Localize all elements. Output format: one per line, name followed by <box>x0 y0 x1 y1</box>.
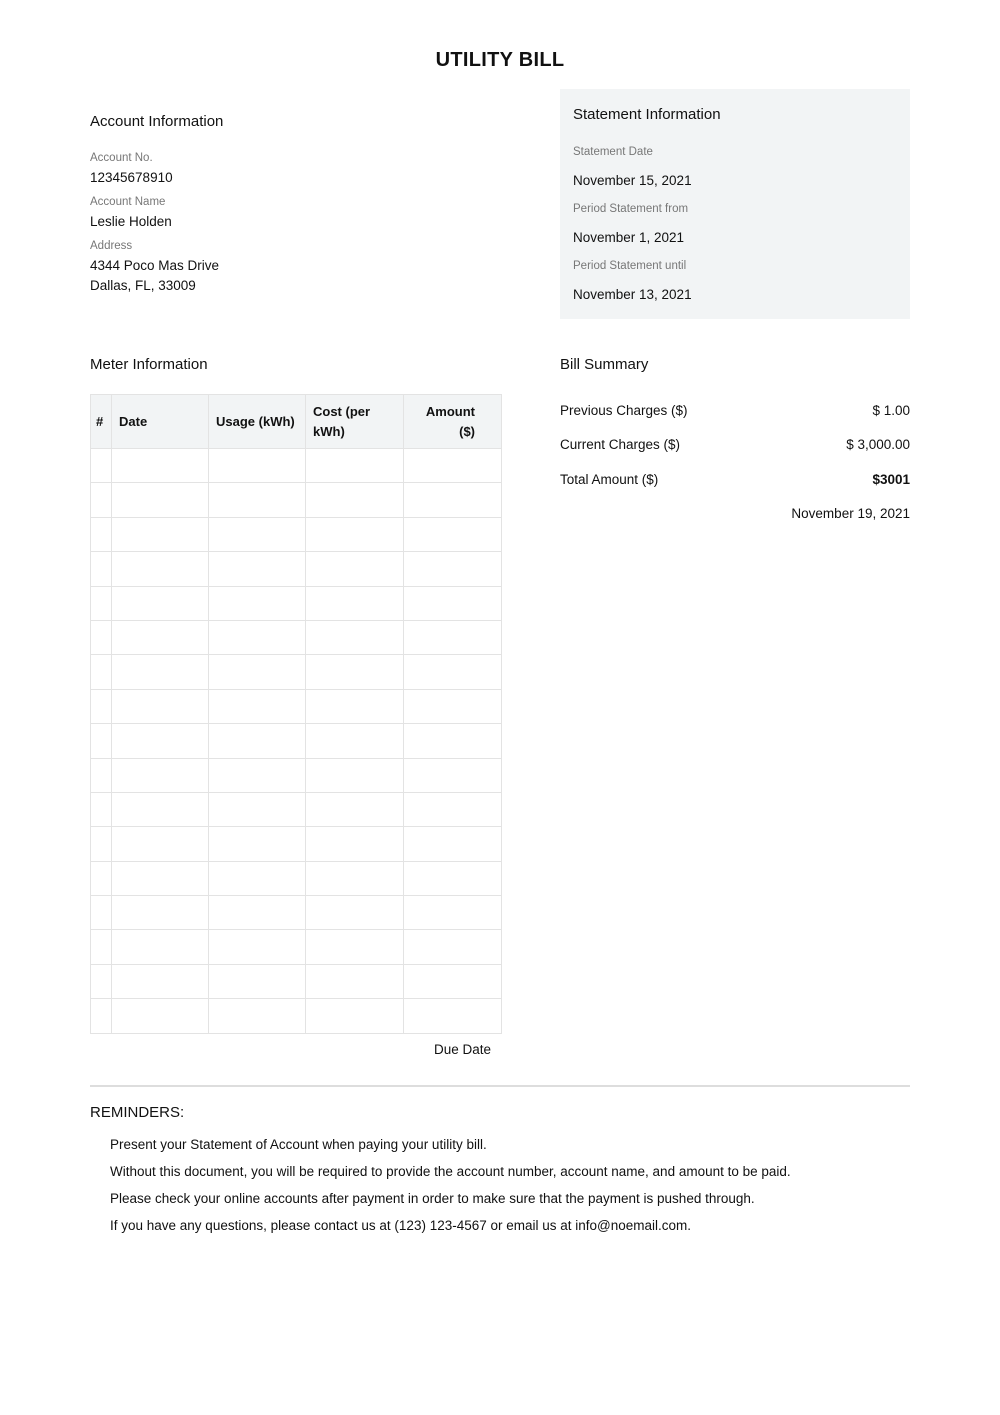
previous-charges-value: $ 1.00 <box>872 403 910 418</box>
table-cell <box>404 930 502 964</box>
statement-heading: Statement Information <box>573 106 721 123</box>
table-cell <box>404 999 502 1033</box>
table-cell <box>209 689 306 723</box>
statement-panel <box>560 89 910 319</box>
table-row <box>91 724 502 758</box>
table-row <box>91 483 502 517</box>
table-row <box>91 827 502 861</box>
table-row <box>91 620 502 654</box>
table-cell <box>209 999 306 1033</box>
table-cell <box>306 620 404 654</box>
table-cell <box>209 896 306 930</box>
table-row <box>91 449 502 483</box>
table-cell <box>306 930 404 964</box>
table-row <box>91 964 502 998</box>
table-cell <box>91 896 112 930</box>
table-cell <box>112 930 209 964</box>
table-cell <box>306 861 404 895</box>
table-cell <box>112 586 209 620</box>
table-cell <box>91 483 112 517</box>
table-cell <box>209 964 306 998</box>
divider <box>90 1085 910 1087</box>
current-charges-label: Current Charges ($) <box>560 437 681 452</box>
table-cell <box>404 827 502 861</box>
table-cell <box>404 896 502 930</box>
table-row <box>91 517 502 551</box>
period-from-label: Period Statement from <box>573 203 689 215</box>
table-cell <box>91 964 112 998</box>
account-no: 12345678910 <box>90 170 173 185</box>
col-number: # <box>91 395 112 449</box>
table-cell <box>306 964 404 998</box>
table-cell <box>91 552 112 586</box>
due-date-label: Due Date <box>434 1042 492 1057</box>
table-cell <box>112 999 209 1033</box>
table-cell <box>91 449 112 483</box>
table-cell <box>209 827 306 861</box>
table-cell <box>404 724 502 758</box>
table-row <box>91 586 502 620</box>
table-cell <box>404 517 502 551</box>
address-label: Address <box>90 240 133 252</box>
table-cell <box>91 861 112 895</box>
table-cell <box>306 655 404 689</box>
period-until-label: Period Statement until <box>573 260 687 272</box>
reminder-item: Please check your online accounts after payment in order to make sure that the payment is pushed through. <box>110 1191 755 1206</box>
col-cost: Cost (per kWh) <box>306 395 404 449</box>
total-value: $3001 <box>872 472 910 487</box>
table-cell <box>306 758 404 792</box>
table-cell <box>209 620 306 654</box>
reminder-item: Without this document, you will be required to provide the account number, account name, and amount to be paid. <box>110 1164 791 1179</box>
table-cell <box>91 999 112 1033</box>
current-charges-value: $ 3,000.00 <box>846 437 910 452</box>
table-cell <box>112 655 209 689</box>
table-cell <box>306 689 404 723</box>
account-name-label: Account Name <box>90 196 166 208</box>
previous-charges-label: Previous Charges ($) <box>560 403 688 418</box>
table-cell <box>112 620 209 654</box>
table-cell <box>112 896 209 930</box>
period-until: November 13, 2021 <box>573 287 692 302</box>
table-cell <box>91 758 112 792</box>
table-cell <box>306 792 404 826</box>
table-cell <box>404 861 502 895</box>
table-cell <box>209 483 306 517</box>
total-row <box>560 472 910 487</box>
table-cell <box>112 724 209 758</box>
table-cell <box>306 896 404 930</box>
table-cell <box>209 655 306 689</box>
table-cell <box>112 449 209 483</box>
table-cell <box>112 827 209 861</box>
table-cell <box>306 999 404 1033</box>
table-cell <box>112 552 209 586</box>
col-usage: Usage (kWh) <box>209 395 306 449</box>
col-amount: Amount ($) <box>404 395 502 449</box>
table-cell <box>306 586 404 620</box>
table-row <box>91 655 502 689</box>
table-cell <box>404 449 502 483</box>
col-date: Date <box>112 395 209 449</box>
table-cell <box>91 655 112 689</box>
table-cell <box>209 552 306 586</box>
table-cell <box>306 827 404 861</box>
table-cell <box>209 758 306 792</box>
meter-table <box>90 394 502 1034</box>
table-cell <box>209 449 306 483</box>
reminders-heading: REMINDERS: <box>90 1104 185 1121</box>
table-cell <box>404 620 502 654</box>
table-cell <box>91 930 112 964</box>
table-cell <box>404 483 502 517</box>
table-cell <box>209 517 306 551</box>
table-cell <box>404 552 502 586</box>
table-cell <box>404 586 502 620</box>
statement-date: November 15, 2021 <box>573 173 692 188</box>
table-cell <box>306 552 404 586</box>
table-cell <box>404 964 502 998</box>
reminder-item: Present your Statement of Account when paying your utility bill. <box>110 1137 487 1152</box>
previous-charges-row <box>560 403 910 418</box>
current-charges-row <box>560 437 910 452</box>
table-cell <box>112 689 209 723</box>
table-cell <box>306 517 404 551</box>
table-row <box>91 861 502 895</box>
table-cell <box>209 930 306 964</box>
account-name: Leslie Holden <box>90 214 172 229</box>
table-cell <box>91 724 112 758</box>
table-cell <box>404 655 502 689</box>
table-cell <box>91 689 112 723</box>
table-cell <box>91 620 112 654</box>
summary-heading: Bill Summary <box>560 356 649 373</box>
period-from: November 1, 2021 <box>573 230 685 245</box>
table-cell <box>91 586 112 620</box>
table-cell <box>404 792 502 826</box>
table-row <box>91 552 502 586</box>
table-cell <box>209 861 306 895</box>
statement-date-label: Statement Date <box>573 146 653 158</box>
account-no-label: Account No. <box>90 152 153 164</box>
table-row <box>91 792 502 826</box>
table-row <box>91 689 502 723</box>
table-cell <box>112 792 209 826</box>
meter-heading: Meter Information <box>90 356 208 373</box>
total-label: Total Amount ($) <box>560 472 659 487</box>
table-cell <box>112 964 209 998</box>
table-row <box>91 758 502 792</box>
table-cell <box>112 758 209 792</box>
table-cell <box>209 586 306 620</box>
page-title: UTILITY BILL <box>435 49 565 71</box>
table-cell <box>112 483 209 517</box>
table-cell <box>209 724 306 758</box>
table-cell <box>306 449 404 483</box>
reminder-item: If you have any questions, please contact us at (123) 123-4567 or email us at info@noemail.com. <box>110 1218 692 1233</box>
table-row <box>91 896 502 930</box>
table-cell <box>209 792 306 826</box>
table-cell <box>91 517 112 551</box>
table-cell <box>404 689 502 723</box>
address-line1: 4344 Poco Mas Drive <box>90 258 220 273</box>
table-cell <box>91 792 112 826</box>
table-row <box>91 930 502 964</box>
table-row <box>91 999 502 1033</box>
table-cell <box>112 861 209 895</box>
address-line2: Dallas, FL, 33009 <box>90 278 196 293</box>
table-cell <box>112 517 209 551</box>
table-cell <box>91 827 112 861</box>
due-date-value: November 19, 2021 <box>791 506 910 521</box>
table-cell <box>306 483 404 517</box>
account-heading: Account Information <box>90 113 224 130</box>
table-cell <box>306 724 404 758</box>
table-cell <box>404 758 502 792</box>
